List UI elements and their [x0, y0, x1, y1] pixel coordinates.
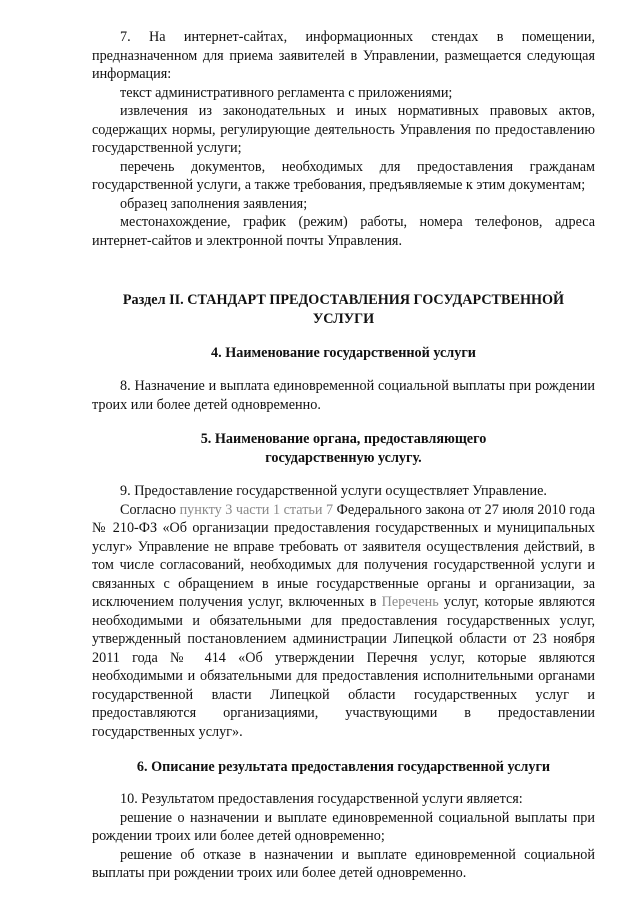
list-item: образец заполнения заявления; [120, 195, 308, 212]
subsection-heading-line: 5. Наименование органа, предоставляющего [200, 431, 487, 447]
subsection6-heading [92, 758, 595, 777]
text-run: услуг, которые являются необходимыми и обязательными для предоставления государственных услуг, утвержденный постановлением администрации Липецкой области от 23 ноября 2011 года № 414 «Об утверждении Перечня услуг, которые являются необходимыми и обязательными для предоставления исполнительными органами государственной власти Липецкой области государственных услуг и предоставляются организациями, участвующими в предоставлении государственных услуг». [92, 594, 595, 740]
section-title-line: Раздел II. СТАНДАРТ ПРЕДОСТАВЛЕНИЯ ГОСУДАРСТВЕННОЙ [122, 292, 565, 308]
text-run: Согласно [120, 501, 180, 518]
perechen-link[interactable]: Перечень [381, 594, 439, 610]
list-item: извлечения из законодательных и иных нормативных правовых актов, содержащих нормы, регулирующие деятельность Управления по предоставлению государственной услуги; [92, 103, 595, 156]
subsection5-heading [92, 430, 595, 467]
list-item: местонахождение, график (режим) работы, номера телефонов, адреса интернет-сайтов и электронной почты Управления. [92, 214, 595, 249]
subsection4-heading [92, 344, 595, 363]
list-item: решение о назначении и выплате единовременной социальной выплаты при рождении троих или более детей одновременно; [92, 809, 595, 844]
paragraph-item9: 9. Предоставление государственной услуги осуществляет Управление. [120, 483, 547, 499]
subsection-heading: 6. Описание результата предоставления государственной услуги [136, 759, 551, 775]
list-item: перечень документов, необходимых для предоставления гражданам государственной услуги, а также требования, предъявляемые к этим документам; [92, 158, 595, 193]
section-title-line: УСЛУГИ [312, 310, 375, 327]
subsection6-body [92, 790, 595, 883]
section-item7 [92, 28, 595, 250]
paragraph-item7: 7. На интернет-сайтах, информационных стендах в помещении, предназначенном для приема заявителей в Управлении, размещается следующая информация: [92, 29, 595, 82]
law-reference-link[interactable]: пункту 3 части 1 статьи 7 [179, 501, 334, 518]
subsection-heading: 4. Наименование государственной услуги [211, 345, 476, 361]
paragraph-item10: 10. Результатом предоставления государственной услуги является: [120, 791, 523, 807]
section2-title [92, 291, 595, 328]
paragraph-item8: 8. Назначение и выплата единовременной социальной выплаты при рождении троих или более детей одновременно. [92, 378, 595, 413]
subsection-heading-line: государственную услугу. [265, 449, 422, 466]
subsection4-body [92, 377, 595, 414]
paragraph-item9-detail [92, 501, 595, 742]
subsection5-body [92, 482, 595, 741]
list-item: текст административного регламента с приложениями; [120, 84, 453, 101]
text-run: Федерального закона от 27 июля 2010 года № 210-ФЗ «Об организации предоставления государственных и муниципальных услуг» Управление не вправе требовать от заявителя осуществления действий, в том числе согласований, необходимых для получения государственной услуги и связанных с обращением в иные государственные органы и организации, за исключением получения услуг, включенных в [92, 501, 596, 610]
list-item: решение об отказе в назначении и выплате единовременной социальной выплаты при рождении троих или более детей одновременно. [92, 846, 595, 881]
